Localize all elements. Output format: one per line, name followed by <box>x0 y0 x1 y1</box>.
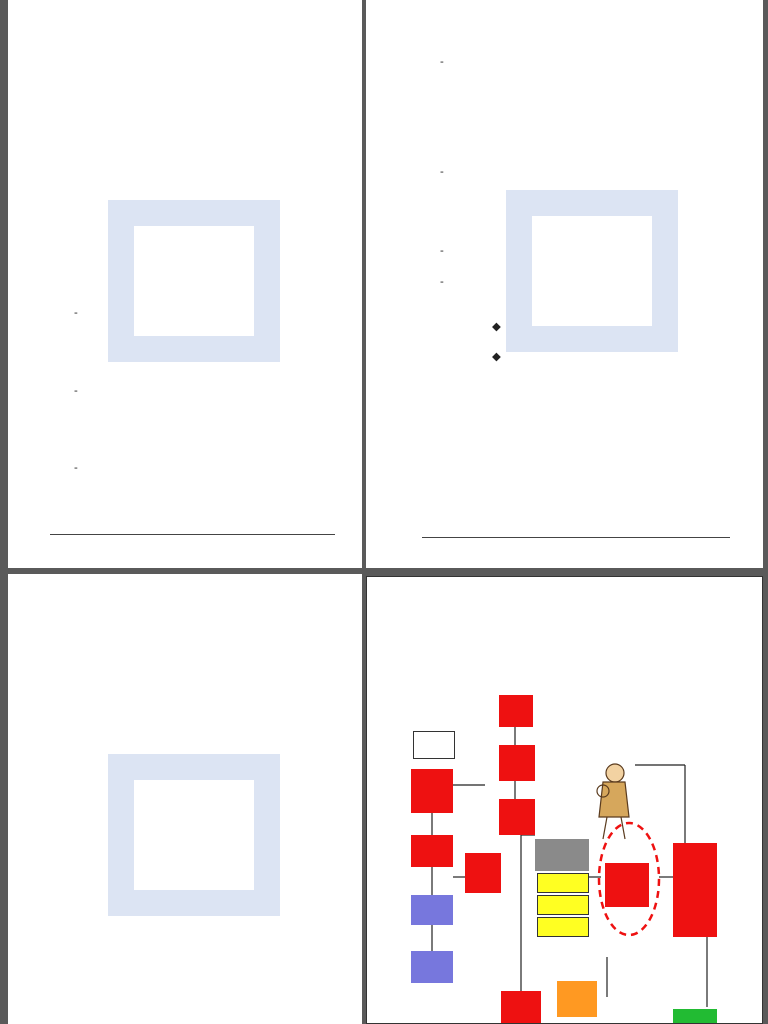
condition-monitoring-box <box>501 991 541 1024</box>
fuel-oil-issues-box <box>499 695 533 727</box>
equipment-tracing-box <box>465 853 501 893</box>
predictive-box <box>537 917 589 937</box>
inventory-box <box>411 895 453 925</box>
operating-statistics-box <box>499 799 535 835</box>
apl-box <box>411 835 453 867</box>
green-flow-box <box>673 1009 717 1024</box>
watermark-logo-shape <box>506 190 678 352</box>
wo-systems-intro <box>50 262 335 275</box>
work-order-box <box>605 863 649 907</box>
purchasing-box <box>411 951 453 983</box>
page-162 <box>366 0 763 568</box>
equipment-register-box <box>411 769 453 813</box>
dash-bullet: - <box>74 462 78 474</box>
dash-bullet: - <box>440 276 444 288</box>
watermark-logo-shape <box>108 754 280 916</box>
dash-bullet: - <box>74 307 78 319</box>
footer-rule <box>422 537 730 538</box>
page-163 <box>8 574 362 1024</box>
eq-no-cost-ctr-box <box>413 731 455 759</box>
equipment-history-costing-box <box>673 843 717 937</box>
breakdown-box <box>537 895 589 915</box>
dash-bullet: - <box>440 245 444 257</box>
labour-costing-box <box>557 981 597 1017</box>
page-161 <box>8 0 362 568</box>
preventative-box <box>537 873 589 893</box>
dash-bullet: - <box>74 385 78 397</box>
maintenance-planning-box <box>535 839 589 871</box>
production-statistics-box <box>499 745 535 781</box>
footer-rule <box>50 534 335 535</box>
diamond-bullet: ◆ <box>492 351 501 363</box>
diamond-bullet: ◆ <box>492 321 501 333</box>
dash-bullet: - <box>440 166 444 178</box>
watermark-logo-shape <box>108 200 280 362</box>
dash-bullet: - <box>440 56 444 68</box>
inspector-figure-icon <box>597 764 629 839</box>
staff-role-intro <box>50 742 335 755</box>
page-164-flow-diagram <box>366 576 763 1024</box>
